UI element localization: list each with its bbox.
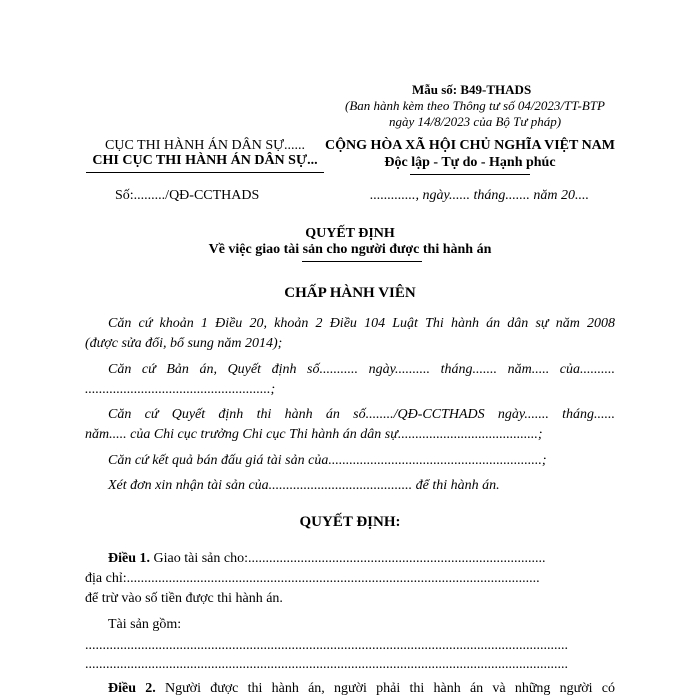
basis-1-line-2: (được sửa đổi, bổ sung năm 2014); (85, 336, 283, 351)
basis-4: Căn cứ kết quả bán đấu giá tài sản của.............................................................; (108, 453, 547, 468)
basis-1-line-1: Căn cứ khoản 1 Điều 20, khoản 2 Điều 104 Luật Thi hành án dân sự năm 2008 (108, 316, 615, 331)
article-2-text: Người được thi hành án, người phải thi hành án và những người có (164, 681, 615, 696)
basis-3-line-2: năm..... của Chi cục trưởng Chi cục Thi hành án dân sự........................................; (85, 427, 543, 442)
subtitle-underline (302, 261, 422, 262)
issuer-title: CHẤP HÀNH VIÊN (284, 285, 416, 301)
form-issued-note-2: ngày 14/8/2023 của Bộ Tư pháp) (388, 114, 562, 129)
article-1-line-3: để trừ vào số tiền được thi hành án. (85, 591, 283, 606)
form-code: Mẫu số: B49-THADS (412, 82, 532, 97)
document-subtitle: Về việc giao tài sản cho người được thi hành án (208, 242, 492, 257)
agency-name: CHI CỤC THI HÀNH ÁN DÂN SỰ... (92, 153, 318, 168)
assets-blank-1: .......................................................................................................................................... (85, 638, 568, 653)
article-1-line-2: địa chỉ:...................................................................................................................... (85, 571, 540, 586)
article-1-line-1 (85, 551, 615, 567)
motto-underline (410, 174, 530, 175)
assets-blank-2: .......................................................................................................................................... (85, 657, 568, 672)
form-issued-note-1: (Ban hành kèm theo Thông tư số 04/2023/TT-BTP (345, 98, 605, 113)
article-2-label: Điều 2. (108, 681, 156, 696)
national-motto: Độc lập - Tự do - Hạnh phúc (384, 155, 556, 170)
assets-label: Tài sản gồm: (108, 617, 182, 632)
article-1-label: Điều 1. (108, 551, 150, 566)
decision-date: ............., ngày...... tháng....... năm 20.... (370, 188, 589, 203)
document-title: QUYẾT ĐỊNH (305, 226, 395, 241)
decision-number: Số:........./QĐ-CCTHADS (115, 188, 260, 203)
basis-3-line-1: Căn cứ Quyết định thi hành án số......../QĐ-CCTHADS ngày....... tháng...... (108, 407, 615, 422)
agency-parent: CỤC THI HÀNH ÁN DÂN SỰ...... (105, 138, 305, 153)
article-2-line-1 (85, 681, 615, 697)
basis-5: Xét đơn xin nhận tài sản của......................................... để thi hành án. (108, 478, 500, 493)
basis-2-line-2: .....................................................; (85, 382, 276, 397)
article-1-text: Giao tài sản cho:..................................................................................... (153, 551, 546, 566)
basis-2-line-1: Căn cứ Bản án, Quyết định số........... ngày.......... tháng....... năm..... của.......... (108, 362, 615, 377)
national-name: CỘNG HÒA XÃ HỘI CHỦ NGHĨA VIỆT NAM (324, 138, 615, 153)
decision-heading: QUYẾT ĐỊNH: (299, 514, 401, 530)
agency-underline (86, 172, 324, 173)
